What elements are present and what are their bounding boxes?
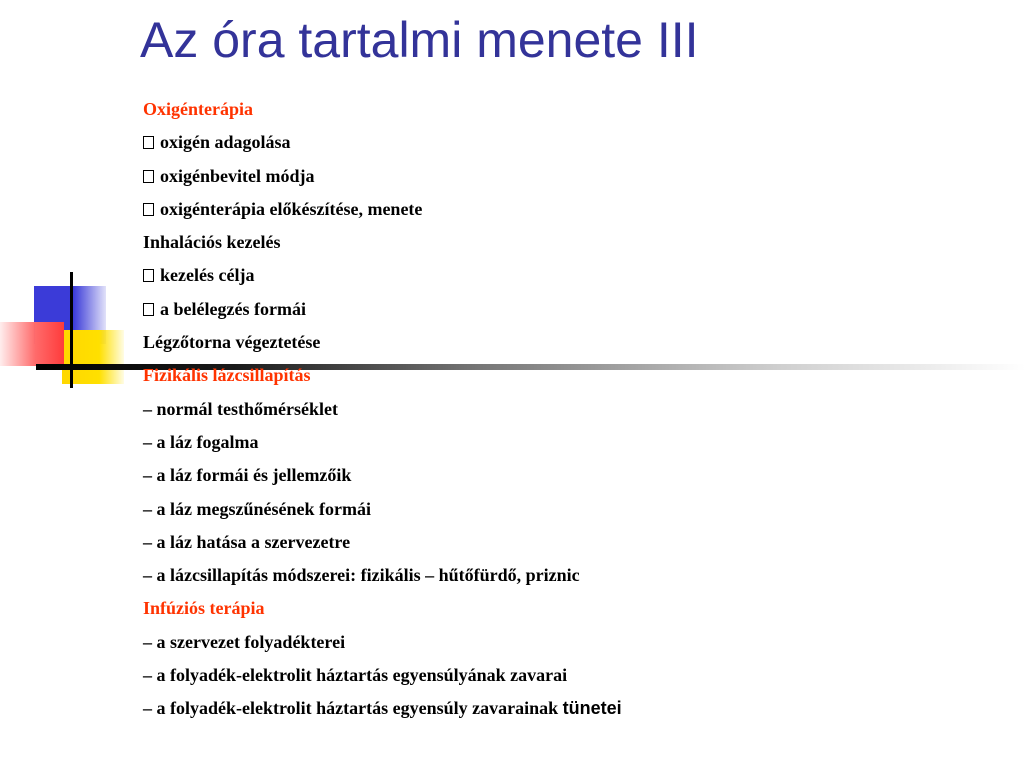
line-text: Inhalációs kezelés	[143, 232, 281, 253]
decorative-red-square	[0, 322, 64, 366]
decorative-vertical-line	[70, 272, 73, 388]
list-item	[143, 262, 1003, 295]
line-text: Légzőtorna végeztetése	[143, 332, 321, 353]
line-text: – a láz megszűnésének formái	[143, 498, 371, 519]
line-text: – normál testhőmérséklet	[143, 398, 338, 419]
list-item	[143, 695, 1003, 728]
box-bullet-icon	[143, 203, 154, 216]
line-text-tail: tünetei	[562, 698, 622, 719]
box-bullet-icon	[143, 170, 154, 183]
list-item	[143, 429, 1003, 462]
list-item	[143, 129, 1003, 162]
section-heading	[143, 96, 1003, 129]
line-text: – a láz formái és jellemzőik	[143, 465, 352, 486]
line-text: – a szervezet folyadékterei	[143, 631, 346, 652]
list-item	[143, 396, 1003, 429]
slide-content	[143, 96, 1003, 729]
section-heading	[143, 362, 1003, 395]
list-item	[143, 529, 1003, 562]
line-text: Oxigénterápia	[143, 99, 253, 119]
line-text: – a láz fogalma	[143, 431, 259, 452]
line-text: – a folyadék-elektrolit háztartás egyensúlyának zavarai	[143, 665, 568, 686]
line-text: a belélegzés formái	[160, 298, 306, 319]
list-item	[143, 329, 1003, 362]
box-bullet-icon	[143, 269, 154, 282]
list-item	[143, 562, 1003, 595]
line-text: – a lázcsillapítás módszerei: fizikális – hűtőfürdő, priznic	[143, 565, 580, 586]
line-text: – a láz hatása a szervezetre	[143, 531, 351, 552]
section-heading	[143, 595, 1003, 628]
list-item	[143, 229, 1003, 262]
list-item	[143, 196, 1003, 229]
slide-title: Az óra tartalmi menete III	[140, 12, 699, 68]
box-bullet-icon	[143, 303, 154, 316]
list-item	[143, 629, 1003, 662]
line-text: – a folyadék-elektrolit háztartás egyensúly zavarainak	[143, 698, 563, 719]
line-text: oxigénterápia előkészítése, menete	[160, 198, 423, 219]
line-text: kezelés célja	[160, 265, 255, 286]
line-text: oxigénbevitel módja	[160, 165, 315, 186]
line-text: Infúziós terápia	[143, 598, 265, 619]
line-text: oxigén adagolása	[160, 132, 291, 153]
list-item	[143, 296, 1003, 329]
list-item	[143, 163, 1003, 196]
list-item	[143, 662, 1003, 695]
list-item	[143, 462, 1003, 495]
box-bullet-icon	[143, 136, 154, 149]
line-text: Fizikális lázcsillapítás	[143, 365, 311, 386]
list-item	[143, 496, 1003, 529]
